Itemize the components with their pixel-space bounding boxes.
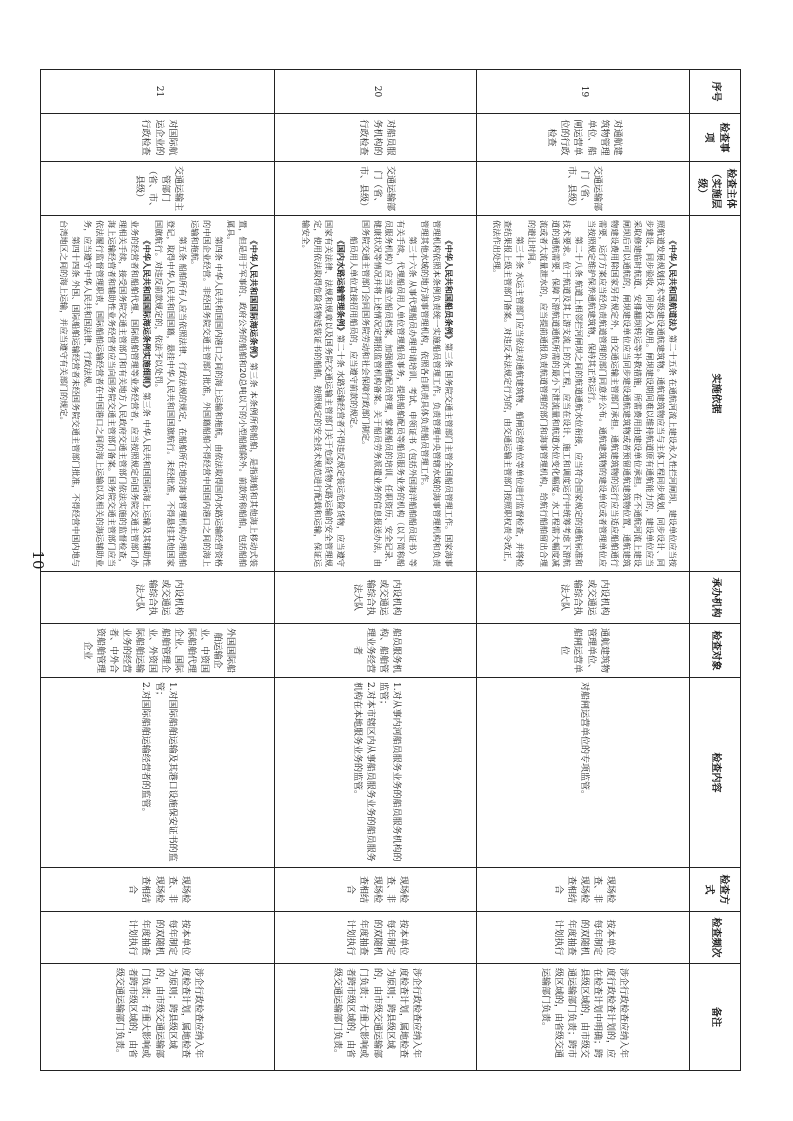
table-row	[477, 70, 690, 1071]
header-freq: 检查频次	[690, 912, 741, 964]
content-line: 1.对国际船舶运输及其港口设施保安证书的监管；	[153, 682, 177, 862]
basis-text: 第五条 船舶所有人应当依照法律、行政法规的规定，在船舶所在地的海事管理机构办理船舶登记，取得中华人民共和国国籍，悬挂中华人民共和国国旗航行。未经批准，不得悬挂其他国家国旗航行。对违反前款规定的，依法予以处罚。	[154, 220, 188, 567]
cell-freq: 按本单位每年制定的双随机年度抽查计划执行	[477, 912, 690, 964]
cell-target: 外国国际船舶运输企业、中资国际船舶代理企业、国际船舶管理企业、外资国际船舶运输业务的经营者、中外合资船舶管理企业	[41, 624, 275, 678]
cell-seq: 19	[477, 70, 690, 114]
basis-paragraph	[419, 220, 454, 567]
basis-paragraph	[189, 220, 224, 567]
cell-freq: 按本单位每年制定的双随机年度抽查计划执行	[275, 912, 477, 964]
cell-org: 内设机构或交通运输综合执法大队	[275, 572, 477, 624]
cell-org: 内设机构或交通运输综合执法大队	[41, 572, 275, 624]
cell-note: 涉企行政检查应纳入年度行政检查计划的，应在检查计划中明确；跨县级区域的，由市级交通运输部门负责；跨市级区域的，由省级交通运输部门负责。	[477, 964, 690, 1071]
cell-seq: 20	[275, 70, 477, 114]
cell-method: 现场检查、非现场检查相结合	[275, 868, 477, 912]
header-content: 检查内容	[690, 678, 741, 868]
cell-note: 涉企行政检查应纳入年度检查计划，属地检查为原则；跨县级区域的，由市级交通运输部门负责；有重大影响或者跨市级区域的，由省级交通运输部门负责。	[275, 964, 477, 1071]
header-note: 备注	[690, 964, 741, 1071]
content-line: 2.对国际船舶运输经营者的监管。	[140, 682, 151, 817]
basis-text: 第二十五条 在通航河流上建设永久性拦河闸坝，建设单位应当按照航道发展规划技术等级建设通航建筑物。通航建筑物应当与主体工程同步规划、同步设计、同步建设、同步验收、同步投入使用。闸坝建设期间难以维持航道原有通航能力的，建设单位应当采取修建临时航道、安排翻坝转运等补救措施，所需费用由建设单位承担。在不通航河流上建设闸坝后可以通航的，闸坝建设单位应当同步建设通航建筑物或者预留通航建筑物位置，通航建筑物建设费用除国家另有规定外，由交通运输主管部门承担。通航建筑物的运行应当适应船舶通行需要，运行方案应当经负责航道管理的部门同意并公布。通航建筑物的建设单位或者管理单位应当按照规定维护保养通航建筑物，保持其正常运行。	[586, 220, 679, 567]
table-row	[275, 70, 477, 1071]
page-number: 10	[29, 550, 47, 570]
basis-text: 第二十条 水路运输经营者不得违反规定装运危险货物，应当遵守国家有关法律、法规和规章以及国务院交通运输主管部门关于危险货物水路运输的安全管理规定，使用依法取得危险货物适装证书的船舶，按照规定的安全技术规范进行配载和运输，保证运输安全。	[300, 220, 346, 567]
basis-paragraph	[347, 220, 359, 567]
basis-text: 第四条 中华人民共和国国内港口之间的海上运输和拖航，由依法取得国内水路运输经营资格的中国企业经营。非经国务院交通主管部门批准，外国籍船舶不得经营中国国内港口之间的海上运输和拖航。	[190, 220, 224, 567]
cell-target: 通航建筑物管理单位、船闸运营单位	[477, 624, 690, 678]
cell-method: 现场检查、非现场检查相结合	[477, 868, 690, 912]
cell-content	[477, 678, 690, 868]
cell-item: 对船员服务机构的行政检查	[275, 114, 477, 162]
basis-text: 第三十六条 从事代理船员办理申请培训、考试、申领证书（包括外国海洋船舶船员证书）等有关手续，代理船员用人单位管理船员事务，提供船舶配员等船员服务业务的机构（以下简称船员服务机构）应当建立船员档案，加强船舶配员管理，掌握船员的培训、任职资历、安全记录、健康状况等情况并将上述情况定期报监管机构备案。关于船员劳务派遣业务的信息报送办法，由国务院交通主管部门会同国务院劳动和社会保障行政部门制定。	[361, 220, 418, 567]
cell-subject: 交通运输主管部门（省、市、县级）	[41, 162, 275, 216]
cell-subject: 交通运输部门（省、市、县级）	[275, 162, 477, 216]
cell-subject: 交通运输部门（省、市、县级）	[477, 162, 690, 216]
basis-paragraph	[58, 220, 81, 567]
basis-text: 第二十八条 航道上相邻拦河闸坝之间的航道通航水位衔接，应当符合国家规定的通航标准和技术要求。位于航道及其上游支流上的水工程，应当在设计、施工和调度运行中统筹考虑下游航道的通航需要，保障下游航道通航所需的最小下泄流量和航道水位变化幅度。水工程需大幅度减流或者大流量泄水的，应当提前通报负责航道管理的部门和海事管理机构，给航行船舶留出合理的避让时间。	[527, 220, 584, 567]
law-title: 《中华人民共和国国际海运条例》	[249, 236, 260, 363]
basis-text: 第三条 本条例所称船舶，是指海船和其他海上移动式装置，但是用于军事的、政府公务的船舶和20总吨以下的小型船舶除外。前款所称船舶，包括船舶属具。	[226, 220, 260, 567]
basis-text: 第四十四条 外国、国际船舶运输经营者未经国务院交通主管部门批准，不得经营中国内地与台湾地区之间的海上运输，并应当遵守有关部门的规定。	[59, 220, 81, 567]
cell-content	[41, 678, 275, 868]
cell-note: 涉企行政检查应纳入年度检查计划，属地检查为原则；跨县级区域的，由市级交通运输部门负责；有重大影响或者跨市级区域的，由省级交通运输部门负责。	[41, 964, 275, 1071]
law-title: 《中华人民共和国国际海运条例实施细则》	[141, 236, 152, 393]
content-line: 2.对本市辖区内从事船员服务业务的船员服务机构在本地服务业务的监管。	[351, 682, 375, 862]
basis-paragraph	[490, 220, 525, 567]
cell-basis	[275, 216, 477, 572]
basis-text: 船员用人单位直接招用船员的，应当遵守前款的规定。	[348, 236, 359, 433]
cell-basis	[41, 216, 275, 572]
cell-item: 对国际航运企业的行政检查	[41, 114, 275, 162]
cell-target: 船员服务机构、船舶管理业务经营者	[275, 624, 477, 678]
header-org: 承办机构	[690, 572, 741, 624]
law-title: 《中华人民共和国船员条例》	[443, 236, 454, 343]
header-subject: 检查主体（实施层级）	[690, 162, 741, 216]
law-title: 《中华人民共和国航道法》	[668, 236, 679, 335]
basis-paragraph	[585, 220, 678, 567]
content-line: 对船闸运营单位的专项监管。	[579, 682, 590, 800]
basis-paragraph	[526, 220, 584, 567]
basis-paragraph	[82, 220, 152, 567]
basis-text: 第三十条 水运主管部门应当依法对通航建筑物、船闸运营单位等单位进行监督检查，并将检查结果报上级主管部门备案。对违反本法规定行为的，由交通运输主管部门按照职权责令改正，依法作出处理。	[491, 220, 525, 567]
basis-paragraph	[299, 220, 346, 567]
basis-paragraph	[225, 220, 260, 567]
basis-paragraph	[360, 220, 418, 567]
cell-org: 内设机构或交通运输综合执法大队	[477, 572, 690, 624]
table-row	[41, 70, 275, 1071]
content-line: 1.对从事内河船员服务业务的船员服务机构的监管；	[378, 682, 402, 862]
header-target: 检查对象	[690, 624, 741, 678]
header-item: 检查事项	[690, 114, 741, 162]
basis-paragraph	[153, 220, 188, 567]
cell-content	[275, 678, 477, 868]
cell-seq: 21	[41, 70, 275, 114]
cell-method: 现场检查、非现场检查相结合	[41, 868, 275, 912]
cell-basis	[477, 216, 690, 572]
law-title: 《国内水路运输管理条例》	[335, 236, 346, 335]
header-method: 检查方式	[690, 868, 741, 912]
header-row	[690, 70, 741, 1071]
header-basis: 实施依据	[690, 216, 741, 572]
basis-text: 第三条 中华人民共和国国际海上运输及其辅助性业务的经营者和船舶代理、国际船舶管理等业务经营者，应当按照规定向国务院交通主管部门办理相关手续，接受国务院交通主管部门和有关地方人民政府交通主管部门依法实施的监督检查，海上运输经营者和辅助性业务经营者应当向国务院交通主管部门备案。国务院交通主管部门应当依法履行监督管理职责，国际船舶运输经营者在中国港口之间的海上运输以及相关的海运辅助业务，应当遵守中华人民共和国法律、行政法规。	[83, 220, 152, 567]
cell-item: 对通航建筑物管理单位、船闸运营单位的行政检查	[477, 114, 690, 162]
header-seq: 序号	[690, 70, 741, 114]
cell-freq: 按本单位每年制定的双随机年度抽查计划执行	[41, 912, 275, 964]
inspection-table	[41, 69, 742, 1071]
basis-text: 第三条 国务院交通主管部门主管全国船员管理工作。国家海事管理机构依照本条例负责统一实施船员管理工作。负责管理中央管辖水域的海事管理机构和负责管理其他水域的地方海事管理机构，依照各自职责具体负责船员管理工作。	[420, 220, 454, 567]
